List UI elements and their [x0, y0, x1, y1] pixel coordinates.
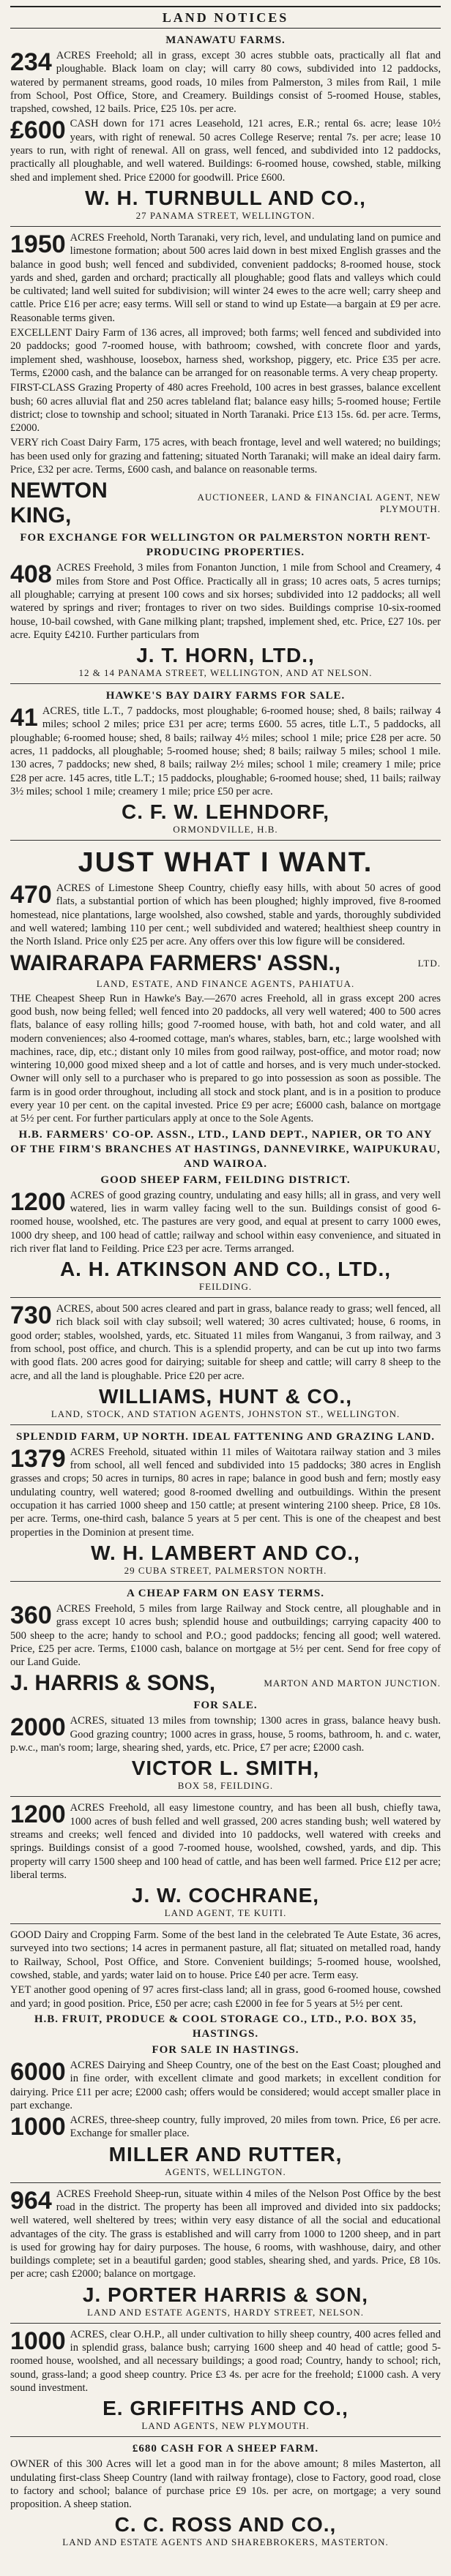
- listing-block: [10, 2436, 441, 2456]
- listing-body: VERY rich Coast Dairy Farm, 175 acres, with beach frontage, level and well watered; no buildings; has been used only for grazing and fattening; situated North Taranaki; will make an ideal dairy farm. Price, £32 per acre. Terms, £600 cash, and balance on reasonable terms.: [10, 437, 441, 476]
- listing-block: [10, 1542, 441, 1577]
- listing-block: [10, 1757, 441, 1792]
- listing-text: [10, 2059, 441, 2112]
- listing-block: [10, 2397, 441, 2432]
- acreage-figure: 408: [10, 560, 52, 589]
- acreage-figure: 1000: [10, 2327, 66, 2355]
- agent-name: WAIRARAPA FARMERS' ASSN.,: [10, 950, 341, 975]
- listing-block: [10, 226, 441, 325]
- acreage-figure: 964: [10, 2186, 52, 2215]
- listing-text: [10, 231, 441, 325]
- listing-text: [10, 2457, 441, 2511]
- listing-block: [10, 1671, 441, 1696]
- banner-headline: JUST WHAT I WANT.: [78, 847, 373, 879]
- agent-name: A. H. ATKINSON AND CO., LTD.,: [59, 1258, 392, 1281]
- listing-heading: HAWKE'S BAY DAIRY FARMS FOR SALE.: [105, 690, 346, 702]
- agent-name: J. HARRIS & SONS,: [10, 1671, 216, 1696]
- agent-address: LAND AND ESTATE AGENTS AND SHAREBROKERS, MASTERTON.: [62, 2536, 389, 2548]
- agent-line: [10, 951, 441, 976]
- listing-block: [10, 2323, 441, 2395]
- listing-body: ACRES Freehold, situated within 11 miles of Waitotara railway station and 3 miles from school, all well fenced and subdivided into 15 paddocks; 380 acres in English grasses and crops; 50 acres in turnips, 80 acres in rape; balance in good bush and fern; mostly easy undulating country, well watered; good 8-roomed dwelling and outbuildings. Within the present occupation it has carried 1000 sheep and 150 cattle; at present wintering 2100 sheep. Price, £8 10s. per acre. Terms, one-third cash, balance 5 years at 5 per cent. This is one of the cheapest and best properties in the Dominion at present time.: [10, 1446, 441, 1539]
- listing-block: [10, 1385, 441, 1420]
- listing-body: YET another good opening of 97 acres first-class land; all in grass, good 6-roomed house, cowshed and yard; in good position. Price, £50 per acre; cash £2000 in fee for 5 years at 5½ per cent.: [10, 1984, 441, 2010]
- agent-address: FEILDING.: [198, 1281, 253, 1293]
- listing-block: [10, 117, 441, 184]
- listing-block: [10, 1127, 441, 1171]
- listing-text: [10, 882, 441, 948]
- agent-name: VICTOR L. SMITH,: [131, 1757, 320, 1780]
- agent-address: 12 & 14 PANAMA STREET, WELLINGTON, AND AT NELSON.: [78, 667, 373, 679]
- listing-block: [10, 49, 441, 116]
- listing-block: [10, 478, 441, 528]
- listing-text: [10, 561, 441, 642]
- agent-line: [10, 478, 441, 528]
- listing-block: [10, 2283, 441, 2318]
- listing-heading: MANAWATU FARMS.: [165, 34, 286, 46]
- agent-name: W. H. LAMBERT AND CO.,: [91, 1541, 360, 1564]
- listing-text: [10, 117, 441, 184]
- acreage-figure: 1379: [10, 1444, 66, 1473]
- listing-text: [10, 992, 441, 1126]
- acreage-figure: £600: [10, 116, 66, 145]
- agent-address: LAND AGENTS, NEW PLYMOUTH.: [141, 2420, 310, 2432]
- agent-name: J. T. HORN, LTD.,: [136, 644, 315, 667]
- listing-body: ACRES, title L.T., 7 paddocks, most ploughable; 6-roomed house; shed, 8 bails; railway 4 miles; school 2 miles; price £31 per acre; terms £600. 55 acres, title L.T., 5 paddocks, all ploughable; 6-roomed house; shed, 8 bails; railway 4½ miles; school 1 mile; price £28 per acre. 50 acres, 11 paddocks, all ploughable; 5-roomed house; shed; 8 bails; railway 5 miles; school 1 mile. 130 acres, 7 paddocks; new shed, 8 bails; railway 2½ miles; school 1 mile; creamery 1 mile; price £28 per acre. 145 acres, title L.T.; 15 paddocks, ploughable; 6-roomed house; shed, 11 bails; railway 3½ miles; school 1 mile; creamery 1 mile; price £50 per acre.: [10, 705, 441, 797]
- acreage-figure: 2000: [10, 1713, 66, 1742]
- listing-block: [10, 530, 441, 560]
- agent-name: W. H. TURNBULL AND CO.,: [85, 186, 366, 209]
- listing-block: [10, 992, 441, 1126]
- listing-body: OWNER of this 300 Acres will let a good man in for the above amount; 8 miles Masterton, all undulating first-class Sheep Country (land with railway frontage), close to Factory, good road, close to factory and school; balance of purchase price £9 10s. per acre, on mortgage; a very sound proposition. A sheep station.: [10, 2458, 441, 2511]
- listing-text: [10, 1302, 441, 1383]
- listing-body: EXCELLENT Dairy Farm of 136 acres, all improved; both farms; well fenced and subdivided into 20 paddocks; good 7-roomed house, with bathroom; cowshed, with concrete floor and yards, implement shed, washhouse, loosebox, harness shed, workshop, piggery, etc. Price £35 per acre. Terms, £2000 cash, and the balance can be arranged for on reasonable terms. A very cheap property.: [10, 327, 441, 379]
- listing-block: [10, 436, 441, 476]
- listing-text: [10, 2328, 441, 2395]
- agent-name: C. C. ROSS AND CO.,: [114, 2513, 337, 2536]
- agent-address: LAND AND ESTATE AGENTS, HARDY STREET, NELSON.: [87, 2306, 364, 2318]
- listing-block: [10, 1698, 441, 1713]
- listing-block: [10, 326, 441, 380]
- listing-body: ACRES Dairying and Sheep Country, one of the best on the East Coast; ploughed and in fine order, with excellent climate and good markets; in excellent condition for dairying. Price £11 per acre; £2000 cash; offers would be considered; would accept smaller place in part exchange.: [10, 2059, 441, 2111]
- acreage-figure: 1000: [10, 2113, 66, 2141]
- acreage-figure: 1200: [10, 1187, 66, 1216]
- listing-block: [10, 2114, 441, 2141]
- acreage-figure: 6000: [10, 2057, 66, 2086]
- listing-block: [10, 2059, 441, 2112]
- listing-text: [10, 1714, 441, 1754]
- listing-block: [10, 1581, 441, 1601]
- listing-text: [10, 326, 441, 380]
- listing-text: [10, 1189, 441, 1255]
- agent-name: WILLIAMS, HUNT & CO.,: [98, 1384, 353, 1408]
- listing-text: [10, 2114, 441, 2141]
- listing-block: [10, 2182, 441, 2281]
- acreage-figure: 1950: [10, 230, 66, 258]
- acreage-figure: 730: [10, 1302, 52, 1330]
- listing-body: ACRES, clear O.H.P., all under cultivation to hilly sheep country, 400 acres felled and in splendid grass, balance bush; carrying 1600 sheep and 40 head of cattle; good 5-roomed house, woolshed, and all necessary buildings; a good road; Country, handy to school; rich, sound, grass-land; a good sheep country. Price £3 4s. per acre for the freehold; £1000 cash. A very sound investment.: [10, 2328, 441, 2394]
- listing-block: [10, 1983, 441, 2010]
- agent-address: LAND, ESTATE, AND FINANCE AGENTS, PAHIATUA.: [96, 977, 355, 989]
- agent-name: C. F. W. LEHNDORF,: [122, 800, 329, 824]
- listing-block: [10, 683, 441, 703]
- agent-name: J. PORTER HARRIS & SON,: [82, 2283, 369, 2306]
- listing-body: ACRES of Limestone Sheep Country, chiefly easy hills, with about 50 acres of good flats, a substantial portion of which has been ploughed; highly improved, five 8-roomed homestead, nice plantations, large woolshed, also cowshed, stable and yards, thoroughly subdivided and well watered; lambing 110 per cent.; well subdivided and watered; healthiest sheep country in the North Island. Price only £25 per acre. Any offers over this low figure will be considered.: [10, 882, 441, 948]
- listing-block: [10, 840, 441, 879]
- listing-block: [10, 1602, 441, 1669]
- acreage-figure: 41: [10, 704, 38, 732]
- listing-heading: FOR EXCHANGE FOR WELLINGTON OR PALMERSTON NORTH RENT-PRODUCING PROPERTIES.: [20, 532, 431, 559]
- listing-text: [10, 1983, 441, 2010]
- agent-name: NEWTON KING,: [10, 478, 108, 528]
- agent-address: LTD.: [417, 957, 441, 969]
- listing-text: [10, 49, 441, 116]
- listing-block: [10, 561, 441, 642]
- agent-name: J. W. COCHRANE,: [131, 1884, 320, 1907]
- listing-block: [10, 951, 441, 976]
- listing-block: [10, 1189, 441, 1255]
- agent-name: MILLER AND RUTTER,: [108, 2142, 343, 2166]
- listing-text: [10, 1929, 441, 1982]
- section-title: LAND NOTICES: [10, 6, 441, 29]
- listing-block: [10, 978, 441, 990]
- listing-body: ACRES Freehold, all easy limestone country, and has been all bush, chiefly tawa, 1000 acres of bush felled and well grassed, 200 acres standing bush; well watered by streams and creeks; well fenced and divided into 10 paddocks, well watered with creeks and springs. Buildings consist of a good 7-roomed house, woolshed, cowshed, yards, and dip. This property will carry 1500 sheep and 100 head of cattle, and has been well farmed. Price £12 per acre; liberal terms.: [10, 1802, 441, 1881]
- listing-block: [10, 187, 441, 222]
- listing-heading: GOOD SHEEP FARM, FEILDING DISTRICT.: [100, 1174, 351, 1186]
- agent-address: BOX 58, FEILDING.: [177, 1780, 274, 1792]
- listing-body: ACRES Freehold, 5 miles from large Railway and Stock centre, all ploughable and in grass except 10 acres bush; splendid house and outbuildings; carrying capacity 400 to 500 sheep to the acre; handy to school and P.O.; good paddocks; fencing all good; well watered. Price, £25 per acre. Terms, £1000 cash, balance on mortgage at 5½ per cent. Send for free copy of our Land Guide.: [10, 1602, 441, 1669]
- agent-address: 29 CUBA STREET, PALMERSTON NORTH.: [124, 1564, 327, 1576]
- listing-body: ACRES, about 500 acres cleared and part in grass, balance ready to grass; well fenced, all rich black soil with clay subsoil; well watered; 30 acres cultivated; house, 6 rooms, in good order; stables, woolshed, yards, etc. Situated 11 miles from Wanganui, 3 from railway, and 3 from school, post office, and church. This is a splendid property, and can be cut up into two farms with good flats. 200 acres good for dairying; suitable for sheep and cattle; will carry 8 sheep to the acre, and all the land is ploughable. Price £20 per acre.: [10, 1303, 441, 1382]
- agent-address: 27 PANAMA STREET, WELLINGTON.: [135, 209, 316, 221]
- listing-block: [10, 1796, 441, 1882]
- listing-block: [10, 1424, 441, 1444]
- listing-text: [10, 381, 441, 435]
- listing-text: [10, 705, 441, 798]
- listing-block: [10, 2012, 441, 2041]
- agent-address: LAND AGENT, TE KUITI.: [164, 1907, 287, 1919]
- listing-body: ACRES Freehold, North Taranaki, very rich, level, and undulating land on pumice and limestone formation; about 500 acres laid down in best mixed English grasses and the balance in good bush; well fenced and subdivided, convenient paddocks; 8-roomed house, stock yards and shed, garden and orchard; practically all ploughable; good flats and valleys which could be cultivated; land well suited for subdivision; will winter 24 ewes to the acre well; carry sheep and cattle. Price £16 per acre; easy terms. Will sell or stand to wind up Estate—a bargain at £9 per acre. Reasonable terms given.: [10, 231, 441, 324]
- acreage-figure: 470: [10, 881, 52, 909]
- acreage-figure: 1200: [10, 1800, 66, 1829]
- listing-block: [10, 33, 441, 48]
- acreage-figure: 360: [10, 1601, 52, 1629]
- agent-line: [10, 1671, 441, 1696]
- listing-text: [10, 436, 441, 476]
- listing-heading: A CHEAP FARM ON EASY TERMS.: [126, 1587, 325, 1599]
- listing-block: [10, 705, 441, 798]
- listing-body: ACRES of good grazing country, undulating and easy hills; all in grass, and very well watered, lies in warm valley facing well to the sun. Buildings consist of good 6-roomed house, woolshed, etc. The pastures are very good, and equal at present to carry 1000 ewes, 1000 dry sheep, and 100 head of cattle; railway and school within easy convenience, and situated in rich river flat land to Feilding. Price £23 per acre. Terms arranged.: [10, 1189, 441, 1255]
- listing-heading: FOR SALE IN HASTINGS.: [152, 2043, 299, 2056]
- listing-body: ACRES Freehold Sheep-run, situate within 4 miles of the Nelson Post Office by the best road in the district. The property has been all improved and divided into six paddocks; well watered, well sheltered by trees; within very easy distance of all the social and educational advantages of the city. The grass is established and will carry from 1000 to 1200 sheep, and in part is used for growing hay for dairy purposes. The house, 6 rooms, with washhouse, dairy, and other buildings complete; set in a beautiful garden; good stables, shearing shed, and yards. Price, £8 10s. per acre; cash £2000; balance on mortgage.: [10, 2188, 441, 2280]
- listing-body: GOOD Dairy and Cropping Farm. Some of the best land in the celebrated Te Aute Estate, 36 acres, surveyed into two sections; 14 acres in permanent pasture, all flat; situated on metalled road, handy to Railway, School, Post Office, and Store. Convenient buildings; 5-roomed house, woolshed, cowshed, stable, and yards; water laid on to house. Price £40 per acre. Term easy.: [10, 1929, 441, 1982]
- listing-block: [10, 381, 441, 435]
- listing-body: ACRES, situated 13 miles from township; 1300 acres in grass, balance heavy bush. Good grazing country; 1000 acres in grass, house, 5 rooms, bathroom, h. and c. water, p.w.c., man's room; large, shearing shed, yards, etc. Price, £7 per acre; £2000 cash.: [10, 1715, 441, 1754]
- listing-block: [10, 1714, 441, 1754]
- listing-heading: FOR SALE.: [193, 1700, 258, 1712]
- listing-block: [10, 2143, 441, 2178]
- acreage-figure: 234: [10, 48, 52, 76]
- listing-body: FIRST-CLASS Grazing Property of 480 acres Freehold, 100 acres in best grasses, balance excellent bush; 60 acres alluvial flat and 250 acres tableland flat; balance easy hills; 5-roomed house; Fertile district; close to township and school; situated in North Taranaki. Price £13 15s. 6d. per acre. Terms, £2000.: [10, 382, 441, 435]
- agent-name: E. GRIFFITHS AND CO.,: [102, 2397, 348, 2420]
- listing-heading: SPLENDID FARM, UP NORTH. IDEAL FATTENING AND GRAZING LAND.: [15, 1430, 436, 1443]
- listing-heading: H.B. FARMERS' CO-OP. ASSN., LTD., LAND DEPT., NAPIER, OR TO ANY OF THE FIRM'S BRANCHES AT HASTINGS, DANNEVIRKE, WAIPUKURAU, AND WAIROA.: [10, 1128, 441, 1170]
- listing-text: [10, 1446, 441, 1539]
- listing-block: [10, 2457, 441, 2511]
- listing-body: ACRES, three-sheep country, fully improved, 20 miles from town. Price, £6 per acre. Exchange for smaller place.: [70, 2114, 441, 2140]
- listing-text: [10, 2188, 441, 2281]
- listing-block: [10, 1173, 441, 1187]
- agent-address: LAND, STOCK, AND STATION AGENTS, JOHNSTON ST., WELLINGTON.: [51, 1408, 400, 1419]
- agent-address: AUCTIONEER, LAND & FINANCIAL AGENT, NEW PLYMOUTH.: [197, 492, 441, 515]
- listing-text: [10, 1801, 441, 1882]
- agent-address: AGENTS, WELLINGTON.: [165, 2166, 286, 2177]
- listing-block: [10, 1446, 441, 1539]
- listing-text: [10, 1602, 441, 1669]
- agent-address: ORMONDVILLE, H.B.: [173, 824, 278, 835]
- listing-block: [10, 2513, 441, 2548]
- listing-block: [10, 644, 441, 679]
- listing-block: [10, 882, 441, 948]
- listing-heading: £680 CASH FOR A SHEEP FARM.: [132, 2443, 319, 2455]
- agent-address: MARTON AND MARTON JUNCTION.: [264, 1678, 441, 1689]
- listing-block: [10, 2043, 441, 2057]
- listing-body: ACRES Freehold; all in grass, except 30 acres stubble oats, practically all flat and ploughable. Black loam on clay; will carry 80 cows, subdivided into 12 paddocks, watered by permanent streams, good roads, 10 miles from Palmerston, 3 miles from Rail, 1 mile from School, Post Office, Store, and Creamery. Buildings consist of 5-roomed House, stables, trapshed, cowshed, 12 bails. Price, £25 10s. per acre.: [10, 50, 441, 116]
- listing-body: ACRES Freehold, 3 miles from Fonanton Junction, 1 mile from School and Creamery, 4 miles from Store and Post Office. Practically all in grass; 10 acres oats, 5 acres turnips; all ploughable; carrying at present 100 cows and six horses; subdivided into 12 paddocks; all well watered by springs and river; frontages to river on two sides. Buildings comprise 10-six-roomed house, 10-bail cowshed, with Gane milking plant; trapshed, implement shed, etc. Price, £27 10s. per acre. Equity £4210. Further particulars from: [10, 562, 441, 641]
- listing-block: [10, 1923, 441, 1982]
- listing-body: CASH down for 171 acres Leasehold, 121 acres, E.R.; rental 6s. acre; lease 10½ years, with right of renewal. 50 acres College Reserve; rental 7s. per acre; lease 10 years to run, with right of renewal. All on grass, well fenced, and subdivided into 12 paddocks, practically all ploughable, and well watered. Buildings: 6-roomed house, cowshed, stable, milking shed and implement shed. Price £2000 for goodwill. Price £600.: [10, 118, 441, 184]
- listing-block: [10, 1258, 441, 1293]
- listing-heading: H.B. FRUIT, PRODUCE & COOL STORAGE CO., LTD., P.O. BOX 35, HASTINGS.: [34, 2013, 417, 2040]
- listing-block: [10, 1884, 441, 1919]
- listing-block: [10, 1297, 441, 1383]
- listing-body: THE Cheapest Sheep Run in Hawke's Bay.—2670 acres Freehold, all in grass except 200 acres good bush, now being felled; well fenced into 20 paddocks, all very well watered; 400 to 500 acres flats, balance of easy rolling hills; good 7-roomed house, with bath, hot and cold water, and all modern conveniences; also 4-roomed cottage, man's whares, stables, barn, etc.; large woolshed with machines, race, dip, etc.; distant only 10 miles from good railway, post-office, and motor road; now wintering 10,000 good mixed sheep and a lot of cattle and horses, and is very much under-stocked. Owner will only sell to a purchaser who is prepared to go into possession as soon as possible. The farm is in good order throughout, including all stock and stock plant, and is in a position to produce every year 10 per cent. on the capital invested. Price £9 per acre; £6000 cash, balance on mortgage at 5½ per cent. For further particulars apply at once to the Sole Agents.: [10, 992, 441, 1125]
- listings: [10, 33, 441, 2548]
- listing-block: [10, 800, 441, 835]
